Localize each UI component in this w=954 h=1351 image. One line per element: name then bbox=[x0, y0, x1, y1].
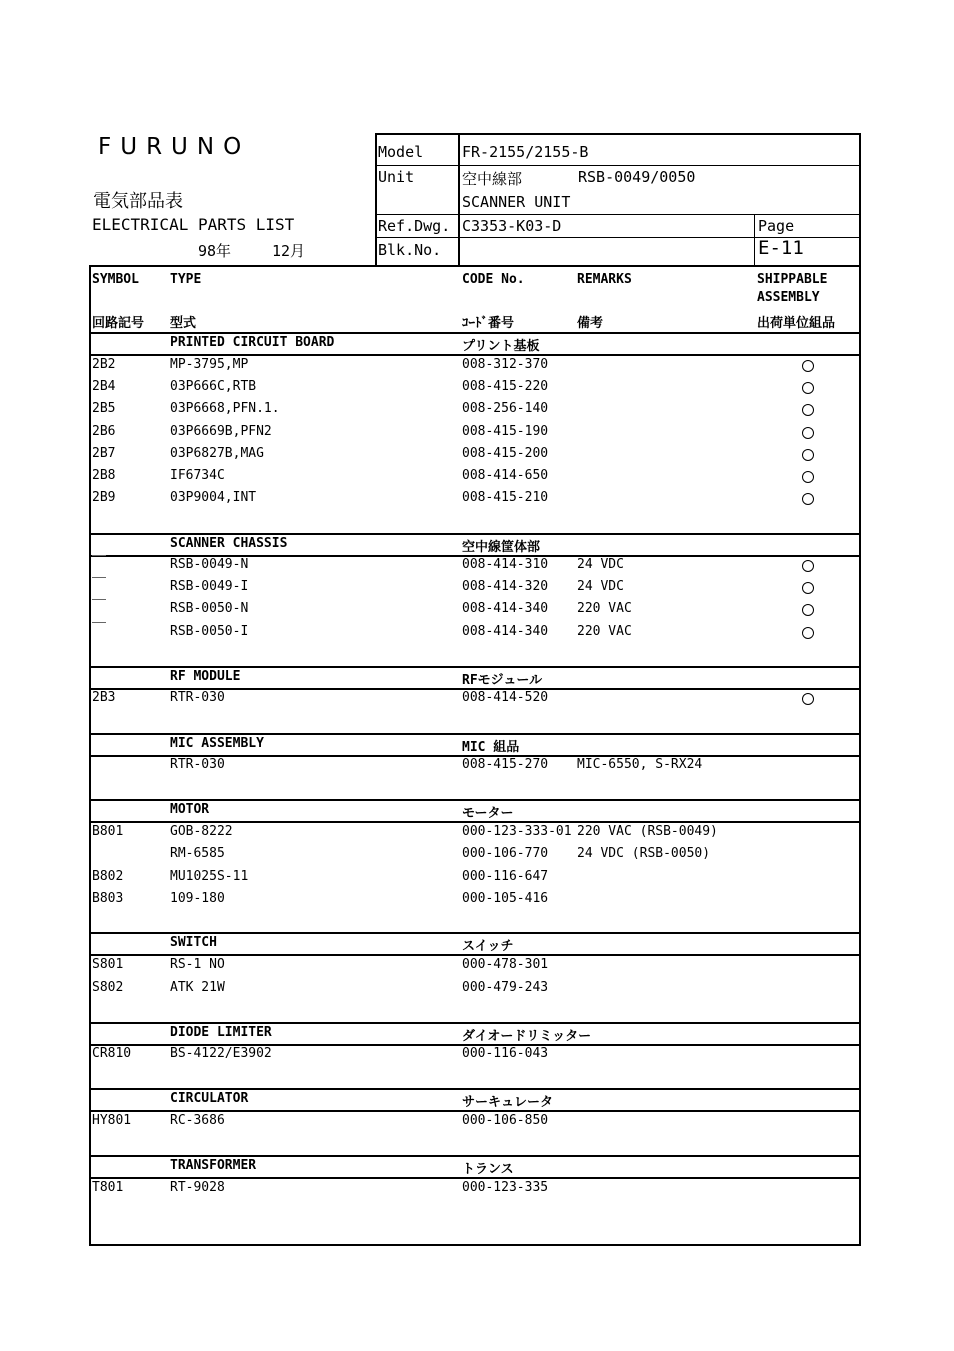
section-title-en: CIRCULATOR bbox=[170, 1091, 249, 1106]
part-code: 008-414-340 bbox=[462, 601, 549, 616]
section-top-line bbox=[89, 1088, 861, 1090]
col-header-type-jp: 型式 bbox=[170, 316, 197, 331]
section-top-line bbox=[89, 1155, 861, 1157]
part-type: 03P6669B,PFN2 bbox=[170, 424, 272, 439]
part-type: RTR-030 bbox=[170, 757, 225, 772]
section-header-line bbox=[89, 354, 861, 356]
part-type: RSB-0050-N bbox=[170, 601, 249, 616]
shippable-circle-mark bbox=[802, 493, 814, 505]
section-header-line bbox=[89, 954, 861, 956]
part-code: 008-414-320 bbox=[462, 579, 549, 594]
part-code: 008-415-190 bbox=[462, 424, 549, 439]
part-symbol: 2B8 bbox=[92, 468, 116, 483]
part-type: 03P9004,INT bbox=[170, 490, 257, 505]
col-header-shippable: SHIPPABLE bbox=[757, 272, 828, 287]
header-row-line bbox=[375, 214, 861, 215]
section-title-jp: モーター bbox=[462, 806, 514, 821]
part-code: 008-415-220 bbox=[462, 379, 549, 394]
part-type: MP-3795,MP bbox=[170, 357, 249, 372]
part-type: 03P666C,RTB bbox=[170, 379, 257, 394]
model-value: FR-2155/2155-B bbox=[462, 143, 589, 161]
date-year: 98年 bbox=[198, 242, 232, 260]
col-header-symbol-jp: 回路記号 bbox=[92, 316, 145, 331]
part-symbol: S801 bbox=[92, 957, 124, 972]
section-top-line bbox=[89, 733, 861, 735]
section-top-line bbox=[89, 799, 861, 801]
part-type: RT-9028 bbox=[170, 1180, 225, 1195]
part-type: RC-3686 bbox=[170, 1113, 225, 1128]
col-header-symbol: SYMBOL bbox=[92, 272, 139, 287]
title-japanese: 電気部品表 bbox=[93, 191, 183, 212]
part-symbol: S802 bbox=[92, 980, 124, 995]
col-header-assembly: ASSEMBLY bbox=[757, 290, 820, 305]
page-label: Page bbox=[758, 217, 795, 235]
part-symbol: 2B9 bbox=[92, 490, 116, 505]
unit-code: RSB-0049/0050 bbox=[578, 168, 696, 186]
table-bottom-border bbox=[89, 1244, 861, 1246]
part-symbol: B801 bbox=[92, 824, 124, 839]
part-code: 000-116-043 bbox=[462, 1046, 549, 1061]
table-top-border bbox=[89, 265, 861, 267]
shippable-circle-mark bbox=[802, 604, 814, 616]
part-code: 000-123-335 bbox=[462, 1180, 549, 1195]
section-top-line bbox=[89, 1022, 861, 1024]
part-code: 008-312-370 bbox=[462, 357, 549, 372]
part-code: 000-478-301 bbox=[462, 957, 549, 972]
part-type: RTR-030 bbox=[170, 690, 225, 705]
section-title-en: RF MODULE bbox=[170, 669, 241, 684]
col-header-shippable-jp: 出荷単位組品 bbox=[757, 316, 836, 331]
page-box-divider bbox=[754, 215, 755, 265]
unit-english: SCANNER UNIT bbox=[462, 193, 571, 211]
shippable-circle-mark bbox=[802, 449, 814, 461]
part-type: RSB-0049-I bbox=[170, 579, 249, 594]
part-symbol: 2B3 bbox=[92, 690, 116, 705]
part-symbol: T801 bbox=[92, 1180, 124, 1195]
part-symbol: 2B4 bbox=[92, 379, 116, 394]
shippable-circle-mark bbox=[802, 582, 814, 594]
header-box-top-border bbox=[375, 133, 861, 135]
shippable-circle-mark bbox=[802, 693, 814, 705]
part-type: IF6734C bbox=[170, 468, 225, 483]
section-title-en: MIC ASSEMBLY bbox=[170, 736, 264, 751]
section-top-line bbox=[89, 932, 861, 934]
section-top-line bbox=[89, 533, 861, 535]
part-code: 008-256-140 bbox=[462, 401, 549, 416]
section-header-line bbox=[89, 821, 861, 823]
part-type: 109-180 bbox=[170, 891, 225, 906]
header-box-left-border bbox=[375, 133, 377, 266]
section-title-en: PRINTED CIRCUIT BOARD bbox=[170, 335, 335, 350]
section-title-en: DIODE LIMITER bbox=[170, 1025, 272, 1040]
company-logo: FURUNO bbox=[98, 134, 251, 160]
section-title-en: TRANSFORMER bbox=[170, 1158, 257, 1173]
section-title-jp: プリント基板 bbox=[462, 339, 540, 354]
part-type: ATK 21W bbox=[170, 980, 225, 995]
symbol-dash-mark bbox=[92, 577, 106, 578]
section-title-jp: 空中線筐体部 bbox=[462, 540, 541, 555]
section-title-jp: ダイオードリミッター bbox=[462, 1029, 592, 1044]
part-code: 000-123-333-01 bbox=[462, 824, 572, 839]
section-header-line bbox=[89, 1110, 861, 1112]
part-code: 008-415-210 bbox=[462, 490, 549, 505]
shippable-circle-mark bbox=[802, 427, 814, 439]
section-title-en: SCANNER CHASSIS bbox=[170, 536, 288, 551]
model-label: Model bbox=[378, 143, 424, 161]
col-header-code: CODE No. bbox=[462, 272, 525, 287]
col-header-remarks-jp: 備考 bbox=[577, 316, 604, 331]
part-code: 008-414-520 bbox=[462, 690, 549, 705]
part-symbol: HY801 bbox=[92, 1113, 132, 1128]
part-type: RM-6585 bbox=[170, 846, 225, 861]
part-remarks: 24 VDC bbox=[577, 557, 624, 572]
part-code: 000-106-850 bbox=[462, 1113, 549, 1128]
part-symbol: B802 bbox=[92, 869, 124, 884]
header-box-divider bbox=[458, 133, 460, 266]
shippable-circle-mark bbox=[802, 360, 814, 372]
part-code: 008-415-270 bbox=[462, 757, 549, 772]
page-number: E-11 bbox=[758, 237, 804, 259]
unit-japanese: 空中線部 bbox=[462, 170, 523, 188]
part-code: 000-479-243 bbox=[462, 980, 549, 995]
part-remarks: 220 VAC (RSB-0049) bbox=[577, 824, 718, 839]
part-code: 000-106-770 bbox=[462, 846, 549, 861]
section-title-jp: スイッチ bbox=[462, 939, 514, 954]
refdwg-value: C3353-K03-D bbox=[462, 217, 562, 235]
refdwg-label: Ref.Dwg. bbox=[378, 217, 451, 235]
part-code: 008-414-310 bbox=[462, 557, 549, 572]
section-title-jp: サーキュレータ bbox=[462, 1095, 554, 1110]
part-symbol: 2B2 bbox=[92, 357, 116, 372]
section-top-line bbox=[89, 332, 861, 334]
section-title-en: MOTOR bbox=[170, 802, 210, 817]
symbol-dash-mark bbox=[92, 555, 106, 556]
header-row-line bbox=[375, 165, 861, 166]
title-english: ELECTRICAL PARTS LIST bbox=[92, 215, 295, 234]
part-type: MU1025S-11 bbox=[170, 869, 249, 884]
part-remarks: MIC-6550, S-RX24 bbox=[577, 757, 703, 772]
part-code: 000-105-416 bbox=[462, 891, 549, 906]
shippable-circle-mark bbox=[802, 471, 814, 483]
section-title-jp: RFモジュール bbox=[462, 673, 543, 688]
part-type: 03P6668,PFN.1. bbox=[170, 401, 280, 416]
col-header-remarks: REMARKS bbox=[577, 272, 632, 287]
part-remarks: 24 VDC (RSB-0050) bbox=[577, 846, 711, 861]
unit-label: Unit bbox=[378, 168, 415, 186]
part-type: 03P6827B,MAG bbox=[170, 446, 264, 461]
part-code: 008-415-200 bbox=[462, 446, 549, 461]
part-code: 008-414-650 bbox=[462, 468, 549, 483]
part-symbol: CR810 bbox=[92, 1046, 132, 1061]
col-header-type: TYPE bbox=[170, 272, 202, 287]
part-type: BS-4122/E3902 bbox=[170, 1046, 272, 1061]
section-title-jp: MIC 組品 bbox=[462, 740, 520, 755]
part-symbol: B803 bbox=[92, 891, 124, 906]
part-remarks: 24 VDC bbox=[577, 579, 624, 594]
part-symbol: 2B6 bbox=[92, 424, 116, 439]
part-type: RSB-0049-N bbox=[170, 557, 249, 572]
section-title-en: SWITCH bbox=[170, 935, 217, 950]
symbol-dash-mark bbox=[92, 622, 106, 623]
shippable-circle-mark bbox=[802, 382, 814, 394]
part-type: RSB-0050-I bbox=[170, 624, 249, 639]
col-header-code-jp: ｺｰﾄﾞ番号 bbox=[462, 316, 515, 331]
part-code: 000-116-647 bbox=[462, 869, 549, 884]
part-code: 008-414-340 bbox=[462, 624, 549, 639]
date-month: 12月 bbox=[272, 242, 306, 260]
part-symbol: 2B5 bbox=[92, 401, 116, 416]
part-remarks: 220 VAC bbox=[577, 601, 632, 616]
symbol-dash-mark bbox=[92, 599, 106, 600]
blkno-label: Blk.No. bbox=[378, 241, 442, 259]
section-top-line bbox=[89, 666, 861, 668]
part-type: RS-1 NO bbox=[170, 957, 225, 972]
shippable-circle-mark bbox=[802, 627, 814, 639]
section-header-line bbox=[89, 1177, 861, 1179]
part-symbol: 2B7 bbox=[92, 446, 116, 461]
section-title-jp: トランス bbox=[462, 1162, 514, 1177]
shippable-circle-mark bbox=[802, 560, 814, 572]
part-remarks: 220 VAC bbox=[577, 624, 632, 639]
part-type: GOB-8222 bbox=[170, 824, 233, 839]
shippable-circle-mark bbox=[802, 404, 814, 416]
